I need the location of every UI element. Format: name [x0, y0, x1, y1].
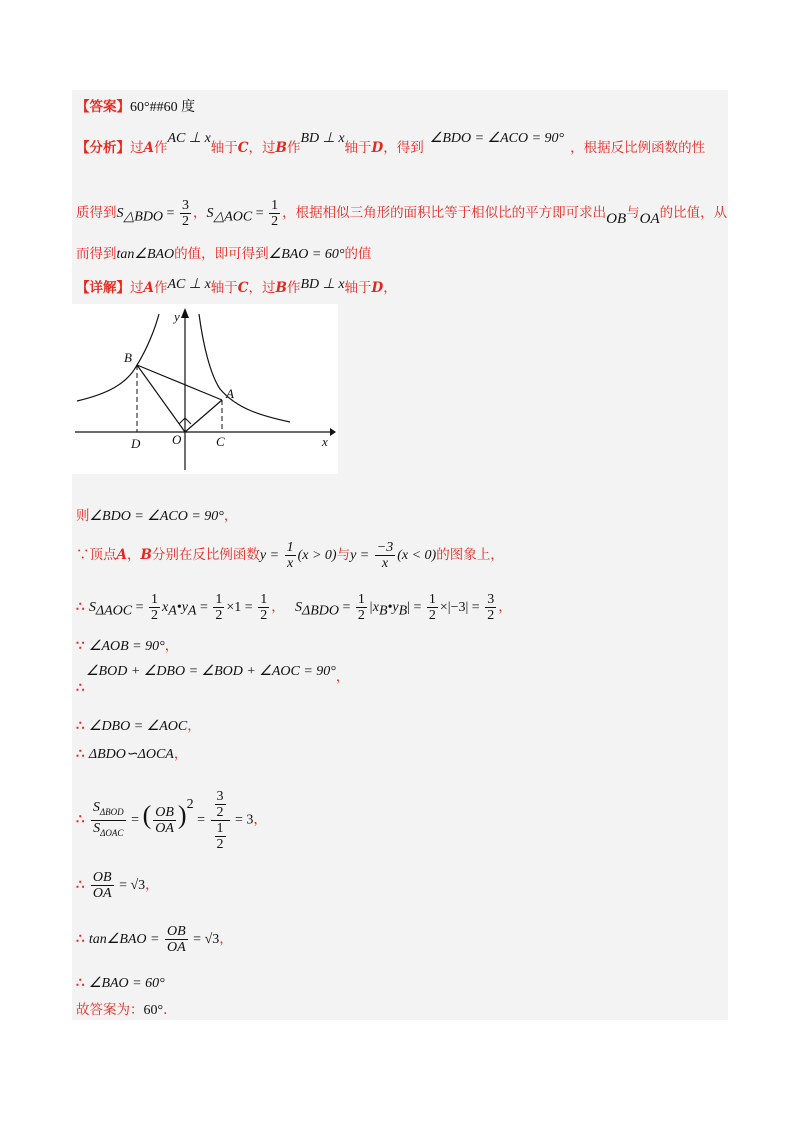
formula: •y [387, 600, 399, 615]
numerator: 1 [215, 592, 223, 607]
denominator: 2 [487, 608, 495, 623]
step-8 [76, 780, 267, 850]
analysis-text: 而得到 [76, 246, 117, 262]
detail-text: 作 [153, 280, 168, 296]
formula: (x > 0) [297, 548, 337, 563]
fraction [356, 592, 367, 623]
denominator: 2 [216, 804, 224, 820]
formula: = [127, 812, 143, 828]
label-o: O [172, 432, 182, 447]
formula: S [116, 206, 124, 221]
formula: tan∠BAO = [88, 932, 163, 947]
step-text: ， [223, 508, 238, 524]
fraction [375, 540, 395, 571]
detail-text: ，过 [248, 280, 276, 296]
formula: S [93, 820, 101, 836]
fraction [91, 870, 114, 901]
formula: OB [606, 211, 627, 227]
step-text: 分别在反比例函数 [151, 547, 260, 563]
step-text: ， [145, 877, 159, 893]
step-9 [76, 868, 159, 903]
step-text: . [163, 1002, 168, 1018]
analysis-text: 的比值，从 [659, 205, 728, 221]
detail-text: 过 [130, 280, 144, 296]
analysis-text: ，根据反比例函数的性 [570, 140, 706, 156]
analysis-text: 质得到 [76, 205, 117, 221]
therefore-symbol: ∴ [76, 599, 85, 615]
formula: AC ⊥ x [167, 277, 211, 292]
formula: ×1 = [226, 600, 257, 615]
x-axis-arrow [330, 428, 336, 436]
formula: = [163, 206, 178, 221]
formula: △BDO [123, 209, 164, 225]
step-text: ， [164, 638, 179, 654]
formula: A [168, 603, 177, 619]
numerator: −3 [376, 540, 394, 555]
numerator: 1 [357, 592, 365, 607]
denominator: 2 [428, 608, 436, 623]
formula: BD ⊥ x [300, 131, 345, 146]
hyperbola-diagram [72, 304, 338, 474]
step-2 [76, 538, 504, 573]
formula: ∠AOB = 90° [88, 639, 165, 654]
point-label: B [140, 547, 152, 563]
exponent: 2 [186, 797, 194, 812]
formula: = [252, 206, 268, 221]
numerator: OB [155, 804, 174, 820]
formula: S [92, 799, 100, 815]
formula: = √3 [189, 932, 220, 947]
analysis-text: ，根据相似三角形的面积比等于相似比的平方即可求出 [282, 205, 607, 221]
step-text: 则 [76, 508, 90, 524]
formula: ΔBDO∽ΔOCA [88, 747, 174, 762]
formula: ∠DBO = ∠AOC [88, 719, 188, 734]
fraction [180, 198, 191, 229]
step-1 [76, 507, 237, 526]
formula: B [398, 603, 408, 619]
numerator: OB [167, 924, 186, 939]
formula: S [206, 206, 214, 221]
therefore-symbol: ∴ [76, 811, 85, 828]
formula: y = [259, 548, 283, 563]
fraction [215, 789, 226, 820]
step-3 [76, 590, 512, 629]
label-a: A [226, 386, 234, 401]
fraction [258, 592, 269, 623]
step-text: ， [173, 746, 188, 762]
formula: y = [350, 548, 373, 563]
fraction [91, 800, 126, 841]
step-4 [76, 637, 178, 656]
formula: x [162, 600, 169, 615]
y-axis-arrow [181, 308, 189, 318]
y-label: y [174, 309, 180, 324]
final-answer [76, 1001, 167, 1020]
analysis-tag: 【分析】 [76, 140, 130, 156]
numerator: 3 [216, 788, 224, 804]
analysis-text: 轴于 [344, 140, 372, 156]
fraction [269, 198, 280, 229]
x-label: x [322, 434, 328, 449]
formula: A [187, 603, 197, 619]
numerator: 1 [216, 820, 224, 836]
step-text: 的图象上， [436, 547, 504, 563]
denominator: 2 [151, 608, 159, 623]
formula: = √3 [115, 878, 146, 893]
therefore-symbol: ∴ [76, 877, 85, 893]
step-text: 与 [336, 547, 351, 563]
analysis-text: 的值 [344, 246, 372, 262]
therefore-symbol: ∴ [76, 718, 85, 734]
formula: = [193, 812, 209, 828]
formula: △AOC [213, 209, 253, 225]
analysis-text: ，过 [248, 140, 276, 156]
fraction [215, 821, 226, 852]
formula: | = [407, 600, 425, 615]
formula: S [88, 600, 96, 615]
step-text: 故答案为： [76, 1002, 144, 1018]
step-10 [76, 922, 233, 957]
formula: 60° [143, 1003, 164, 1018]
numerator: 1 [151, 592, 159, 607]
denominator: 2 [271, 214, 279, 229]
compound-fraction [211, 789, 230, 852]
answer-value: 60°##60 度 [130, 100, 196, 115]
denominator: 2 [181, 214, 189, 229]
detail-line [76, 279, 397, 298]
fraction [285, 540, 296, 571]
step-text: ， [187, 718, 201, 734]
detail-text: ， [383, 280, 397, 296]
numerator: 3 [181, 198, 189, 213]
label-b: B [124, 350, 132, 365]
formula: |x [368, 600, 379, 615]
formula: ∠BDO = ∠ACO = 90° [89, 509, 224, 524]
formula: = [196, 600, 212, 615]
denominator: x [381, 556, 389, 571]
numerator: 3 [487, 592, 495, 607]
detail-text: 轴于 [344, 280, 372, 296]
therefore-symbol: ∴ [76, 746, 85, 762]
fraction [149, 592, 160, 623]
right-hyperbola-branch [199, 314, 290, 422]
formula: ΔBOD [99, 806, 124, 817]
formula: ∠BAO = 60° [268, 247, 345, 262]
formula: ∠BAO = 60° [88, 976, 165, 991]
denominator: 2 [216, 836, 224, 852]
denominator: 2 [260, 608, 268, 623]
analysis-text: 轴于 [210, 140, 238, 156]
step-11 [76, 974, 165, 993]
analysis-text: ，得到 [383, 140, 424, 156]
analysis-text: ， [192, 205, 207, 221]
denominator: OA [167, 940, 186, 955]
analysis-text: 作 [286, 140, 301, 156]
because-symbol: ∵ [76, 638, 85, 654]
formula: ∠BOD + ∠DBO = ∠BOD + ∠AOC = 90° [86, 664, 336, 679]
step-text: ∵顶点 [76, 547, 117, 563]
step-6 [76, 717, 201, 736]
formula: BD ⊥ x [300, 277, 345, 292]
answer-tag: 【答案】 [76, 99, 130, 115]
analysis-line-2 [76, 196, 727, 235]
formula: = [132, 600, 148, 615]
point-label: A [143, 140, 154, 156]
point-label: D [371, 140, 384, 156]
analysis-text: 过 [130, 140, 144, 156]
detail-text: 作 [286, 280, 301, 296]
analysis-line-3 [76, 245, 371, 264]
formula: AC ⊥ x [167, 131, 211, 146]
segment-oa [185, 400, 222, 432]
analysis-text: 作 [153, 140, 168, 156]
step-text: ， [253, 811, 267, 828]
formula: •y [176, 600, 188, 615]
point-label: C [237, 280, 249, 296]
step-text: ， [335, 669, 350, 685]
numerator: 1 [428, 592, 436, 607]
step-5 [76, 664, 350, 687]
analysis-text: 的值，即可得到 [174, 246, 269, 262]
formula: OA [639, 211, 660, 227]
label-d: D [131, 436, 141, 451]
fraction [485, 592, 496, 623]
step-7 [76, 745, 187, 764]
fraction [427, 592, 438, 623]
detail-text: 轴于 [210, 280, 238, 296]
point-label: A [143, 280, 154, 296]
formula: B [378, 603, 388, 619]
point-label: D [371, 280, 384, 296]
formula: tan∠BAO [116, 247, 175, 262]
answer-line [76, 98, 195, 117]
denominator: 2 [357, 608, 365, 623]
formula: ΔBDO [301, 603, 339, 619]
therefore-symbol: ∴ [76, 975, 85, 991]
step-text: ， [498, 599, 512, 615]
denominator: OA [92, 886, 112, 901]
therefore-symbol: ∴ [76, 680, 85, 696]
detail-tag: 【详解】 [76, 280, 130, 296]
formula: = 3 [231, 812, 254, 828]
numerator: 1 [260, 592, 268, 607]
step-5-marker [76, 679, 85, 697]
formula: (x < 0) [397, 548, 437, 563]
numerator: 1 [271, 198, 279, 213]
formula: ΔAOC [95, 603, 133, 619]
step-text: ， [219, 931, 233, 947]
denominator: 2 [215, 608, 223, 623]
left-hyperbola-branch [77, 314, 159, 401]
formula: ΔOAC [100, 827, 124, 838]
label-c: C [216, 434, 225, 449]
geometry-figure [72, 304, 338, 474]
fraction [165, 924, 188, 955]
fraction [153, 805, 176, 836]
therefore-symbol: ∴ [76, 931, 85, 947]
formula: ×|−3| = [439, 600, 484, 615]
point-label: C [237, 140, 249, 156]
denominator: OA [155, 820, 174, 836]
step-text: ， [271, 599, 285, 615]
formula: = [338, 600, 354, 615]
point-label: B [275, 140, 287, 156]
paren-open: ( [142, 800, 152, 830]
paren-close: ) [177, 800, 187, 830]
step-text: ， [126, 547, 141, 563]
formula: S [294, 600, 302, 615]
fraction [213, 592, 224, 623]
analysis-line-1 [76, 131, 706, 158]
numerator: 1 [286, 540, 294, 555]
analysis-text: 与 [626, 205, 640, 221]
formula: ∠BDO = ∠ACO = 90° [429, 131, 565, 146]
point-label: A [116, 547, 127, 563]
point-label: B [275, 280, 287, 296]
denominator: x [286, 556, 294, 571]
numerator: OB [92, 870, 112, 885]
